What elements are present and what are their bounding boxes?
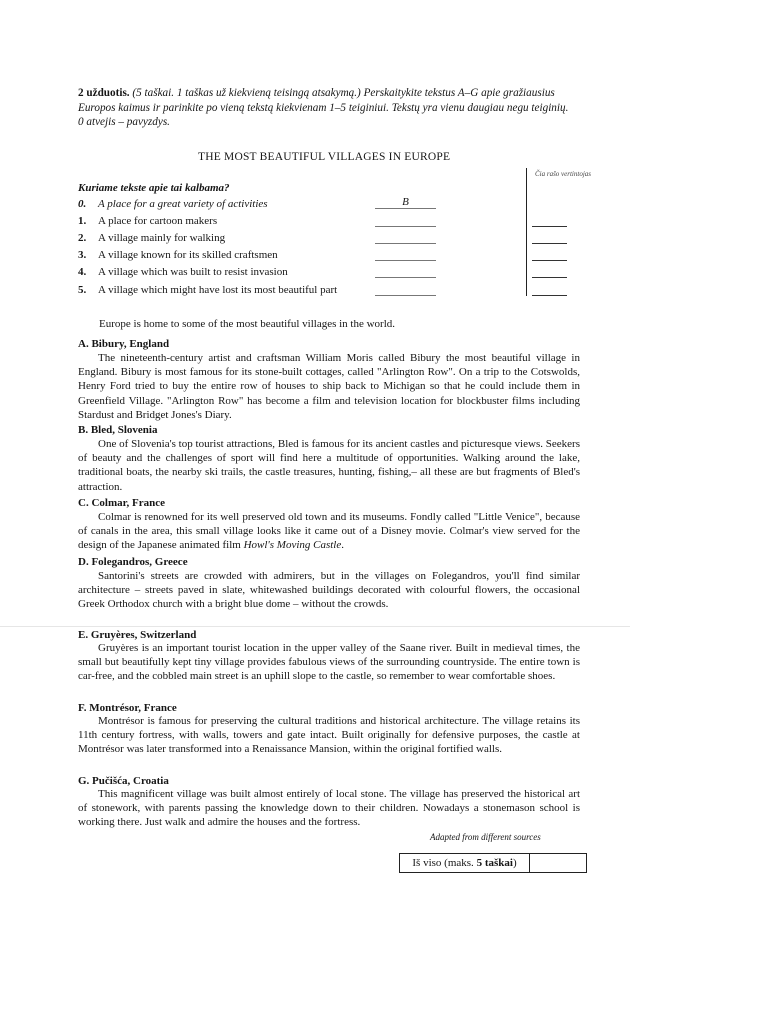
answer-field-4[interactable] [375, 267, 436, 278]
task-number: 2 užduotis. [78, 87, 130, 99]
item-3: 3. A village known for its skilled craftsmen [78, 249, 278, 261]
section-text-c: Colmar is renowned for its well preserved old town and its museums. Fondly called "Little Venice", because of canals in the area, this small village looks like it came out of a Disney movie. Colmar's view served for the design of the Japanese animated film Howl's Moving Castle. [78, 511, 580, 552]
answer-field-5[interactable] [375, 285, 436, 296]
question-heading: Kuriame tekste apie tai kalbama? [78, 182, 230, 194]
task-instruction-text: (5 taškai. 1 taškas už kiekvieną teisingą atsakymą.) Perskaitykite tekstus A–G apie gražiausius Europos kaimus ir parinkite po vieną tekstą kiekvienam 1–5 teiginiui. Tekstų yra vienu daugiau negu teiginių. [78, 87, 569, 114]
item-4: 4. A village which was built to resist invasion [78, 266, 288, 278]
section-title-d: D. Folegandros, Greece [78, 556, 188, 568]
grader-field-5[interactable] [532, 285, 567, 296]
section-title-c: C. Colmar, France [78, 497, 165, 509]
section-text-e: Gruyères is an important tourist location in the upper valley of the Saane river. Built in medieval times, the small but beautifully kept tiny village provides fabulous views of the surrounding countryside. The entire town is car-free, and the cobbled main street is an uphill slope to the castle, so remember to wear comfortable shoes. [78, 642, 580, 683]
grader-field-3[interactable] [532, 250, 567, 261]
grader-field-2[interactable] [532, 233, 567, 244]
section-text-b: One of Slovenia's top tourist attractions, Bled is famous for its ancient castles and picturesque views. Seekers of beauty and the challenges of sport will find here a multitude of opportunities. Walking around the lake, traditional boats, the nearby ski trails, the castle treasures, hunting, fishing,– all these are but fragments of Bled's attraction. [78, 438, 580, 493]
section-title-g: G. Pučišća, Croatia [78, 775, 169, 787]
page-title: THE MOST BEAUTIFUL VILLAGES IN EUROPE [198, 151, 451, 163]
section-title-a: A. Bibury, England [78, 338, 170, 350]
source-note: Adapted from different sources [430, 832, 541, 842]
section-text-f: Montrésor is famous for preserving the cultural traditions and historical architecture. The village retains its 11th century fortress, with walls, towers and gate intact. Built originally for defensive purposes, the castle at Montrésor was later transformed into a Renaissance Mansion, within the original fortified walls. [78, 715, 580, 756]
item-0: 0. A place for a great variety of activities [78, 198, 268, 210]
section-text-a: The nineteenth-century artist and craftsman William Moris called Bibury the most beautiful village in England. Bibury is most famous for its stone-built cottages, called "Arlington Row". On a trip to the Cotswolds, Henry Ford tried to buy the entire row of houses to ship back to Michigan so that he could include them in Greenfield Village. "Arlington Row" has become a film and television location for blockbuster films including Stardust and Bridget Jones's Diary. [78, 352, 580, 421]
intro-sentence: Europe is home to some of the most beautiful villages in the world. [99, 318, 396, 330]
section-title-b: B. Bled, Slovenia [78, 424, 158, 436]
answer-field-2[interactable] [375, 233, 436, 244]
section-text-d: Santorini's streets are crowded with admirers, but in the villages on Folegandros, you'll find similar architecture – streets paved in slate, whitewashed buildings decorated with colourful flowers, the occasional Greek Orthodox church with a bright blue dome – without the crowds. [78, 570, 580, 611]
answer-field-3[interactable] [375, 250, 436, 261]
section-title-f: F. Montrésor, France [78, 702, 177, 714]
grader-column-divider [526, 168, 527, 296]
section-title-e: E. Gruyères, Switzerland [78, 629, 197, 641]
total-score-box [399, 853, 587, 873]
answer-field-0[interactable]: B [375, 198, 436, 209]
film-title: Howl's Moving Castle [243, 539, 342, 552]
grader-field-4[interactable] [532, 267, 567, 278]
item-2: 2. A village mainly for walking [78, 232, 226, 244]
item-5: 5. A village which might have lost its most beautiful part [78, 284, 338, 296]
item-1: 1. A place for cartoon makers [78, 215, 218, 227]
grader-column-header: Čia rašo vertintojas [534, 170, 591, 178]
grader-field-1[interactable] [532, 216, 567, 227]
example-note: 0 atvejis – pavyzdys. [78, 116, 170, 129]
answer-field-1[interactable] [375, 216, 436, 227]
section-text-g: This magnificent village was built almost entirely of local stone. The village has preserved the historical art of stonework, with parents passing the knowledge down to their children. Nowadays a stonemason school is working there. Just walk and admire the houses and the fortress. [78, 788, 580, 829]
total-score-label: Iš viso (maks. 5 taškai) [400, 854, 530, 872]
page-break-divider [0, 626, 630, 627]
task-instruction [78, 86, 586, 130]
total-score-field[interactable] [530, 854, 586, 872]
